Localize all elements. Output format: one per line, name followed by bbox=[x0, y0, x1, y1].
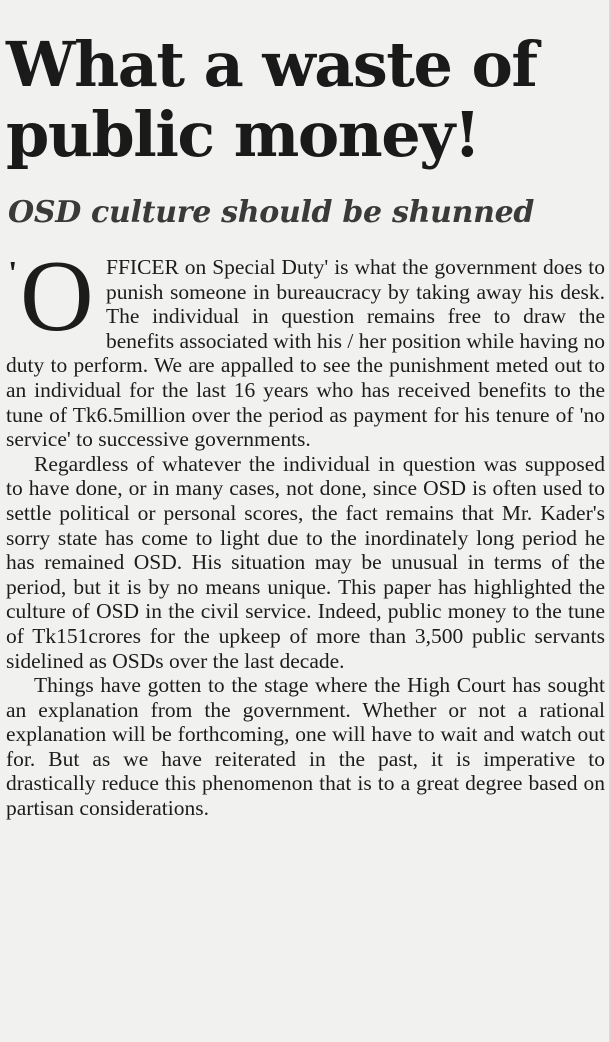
drop-cap bbox=[6, 240, 102, 353]
headline: What a waste of public money! bbox=[6, 28, 537, 171]
article-body bbox=[6, 240, 605, 821]
paragraph-1 bbox=[6, 240, 605, 452]
drop-cap-letter: O bbox=[20, 240, 94, 353]
paragraph-1-text: FFICER on Special Duty' is what the government does to punish someone in bureaucracy by taking away his desk. The individual in question remains free to draw the benefits associated with his / her position while having no duty to perform. We are appalled to see the punishment meted out to an individual for the last 16 years who has received benefits to the tune of Tk6.5million over the period as payment for his tenure of 'no service' to successive governments. bbox=[6, 255, 605, 452]
paragraph-2: Regardless of whatever the individual in question was supposed to have done, or in many cases, not done, since OSD is often used to settle political or personal scores, the fact remains that Mr. Kader's sorry state has come to light due to the inordinately long period he has remained OSD. His situation may be unusual in terms of the period, but it is by no means unique. This paper has highlighted the culture of OSD in the civil service. Indeed, public money to the tune of Tk151crores for the upkeep of more than 3,500 public servants sidelined as OSDs over the last decade. bbox=[6, 451, 605, 673]
subheadline: OSD culture should be shunned bbox=[8, 195, 535, 230]
drop-cap-quote-mark: ' bbox=[8, 255, 18, 292]
paragraph-3: Things have gotten to the stage where the High Court has sought an explanation from the government. Whether or not a rational explanation will be forthcoming, one will have to wait and watch out for. But as we have reiterated in the past, it is imperative to drastically reduce this phenomenon that is to a great degree based on partisan considerations. bbox=[6, 673, 605, 821]
